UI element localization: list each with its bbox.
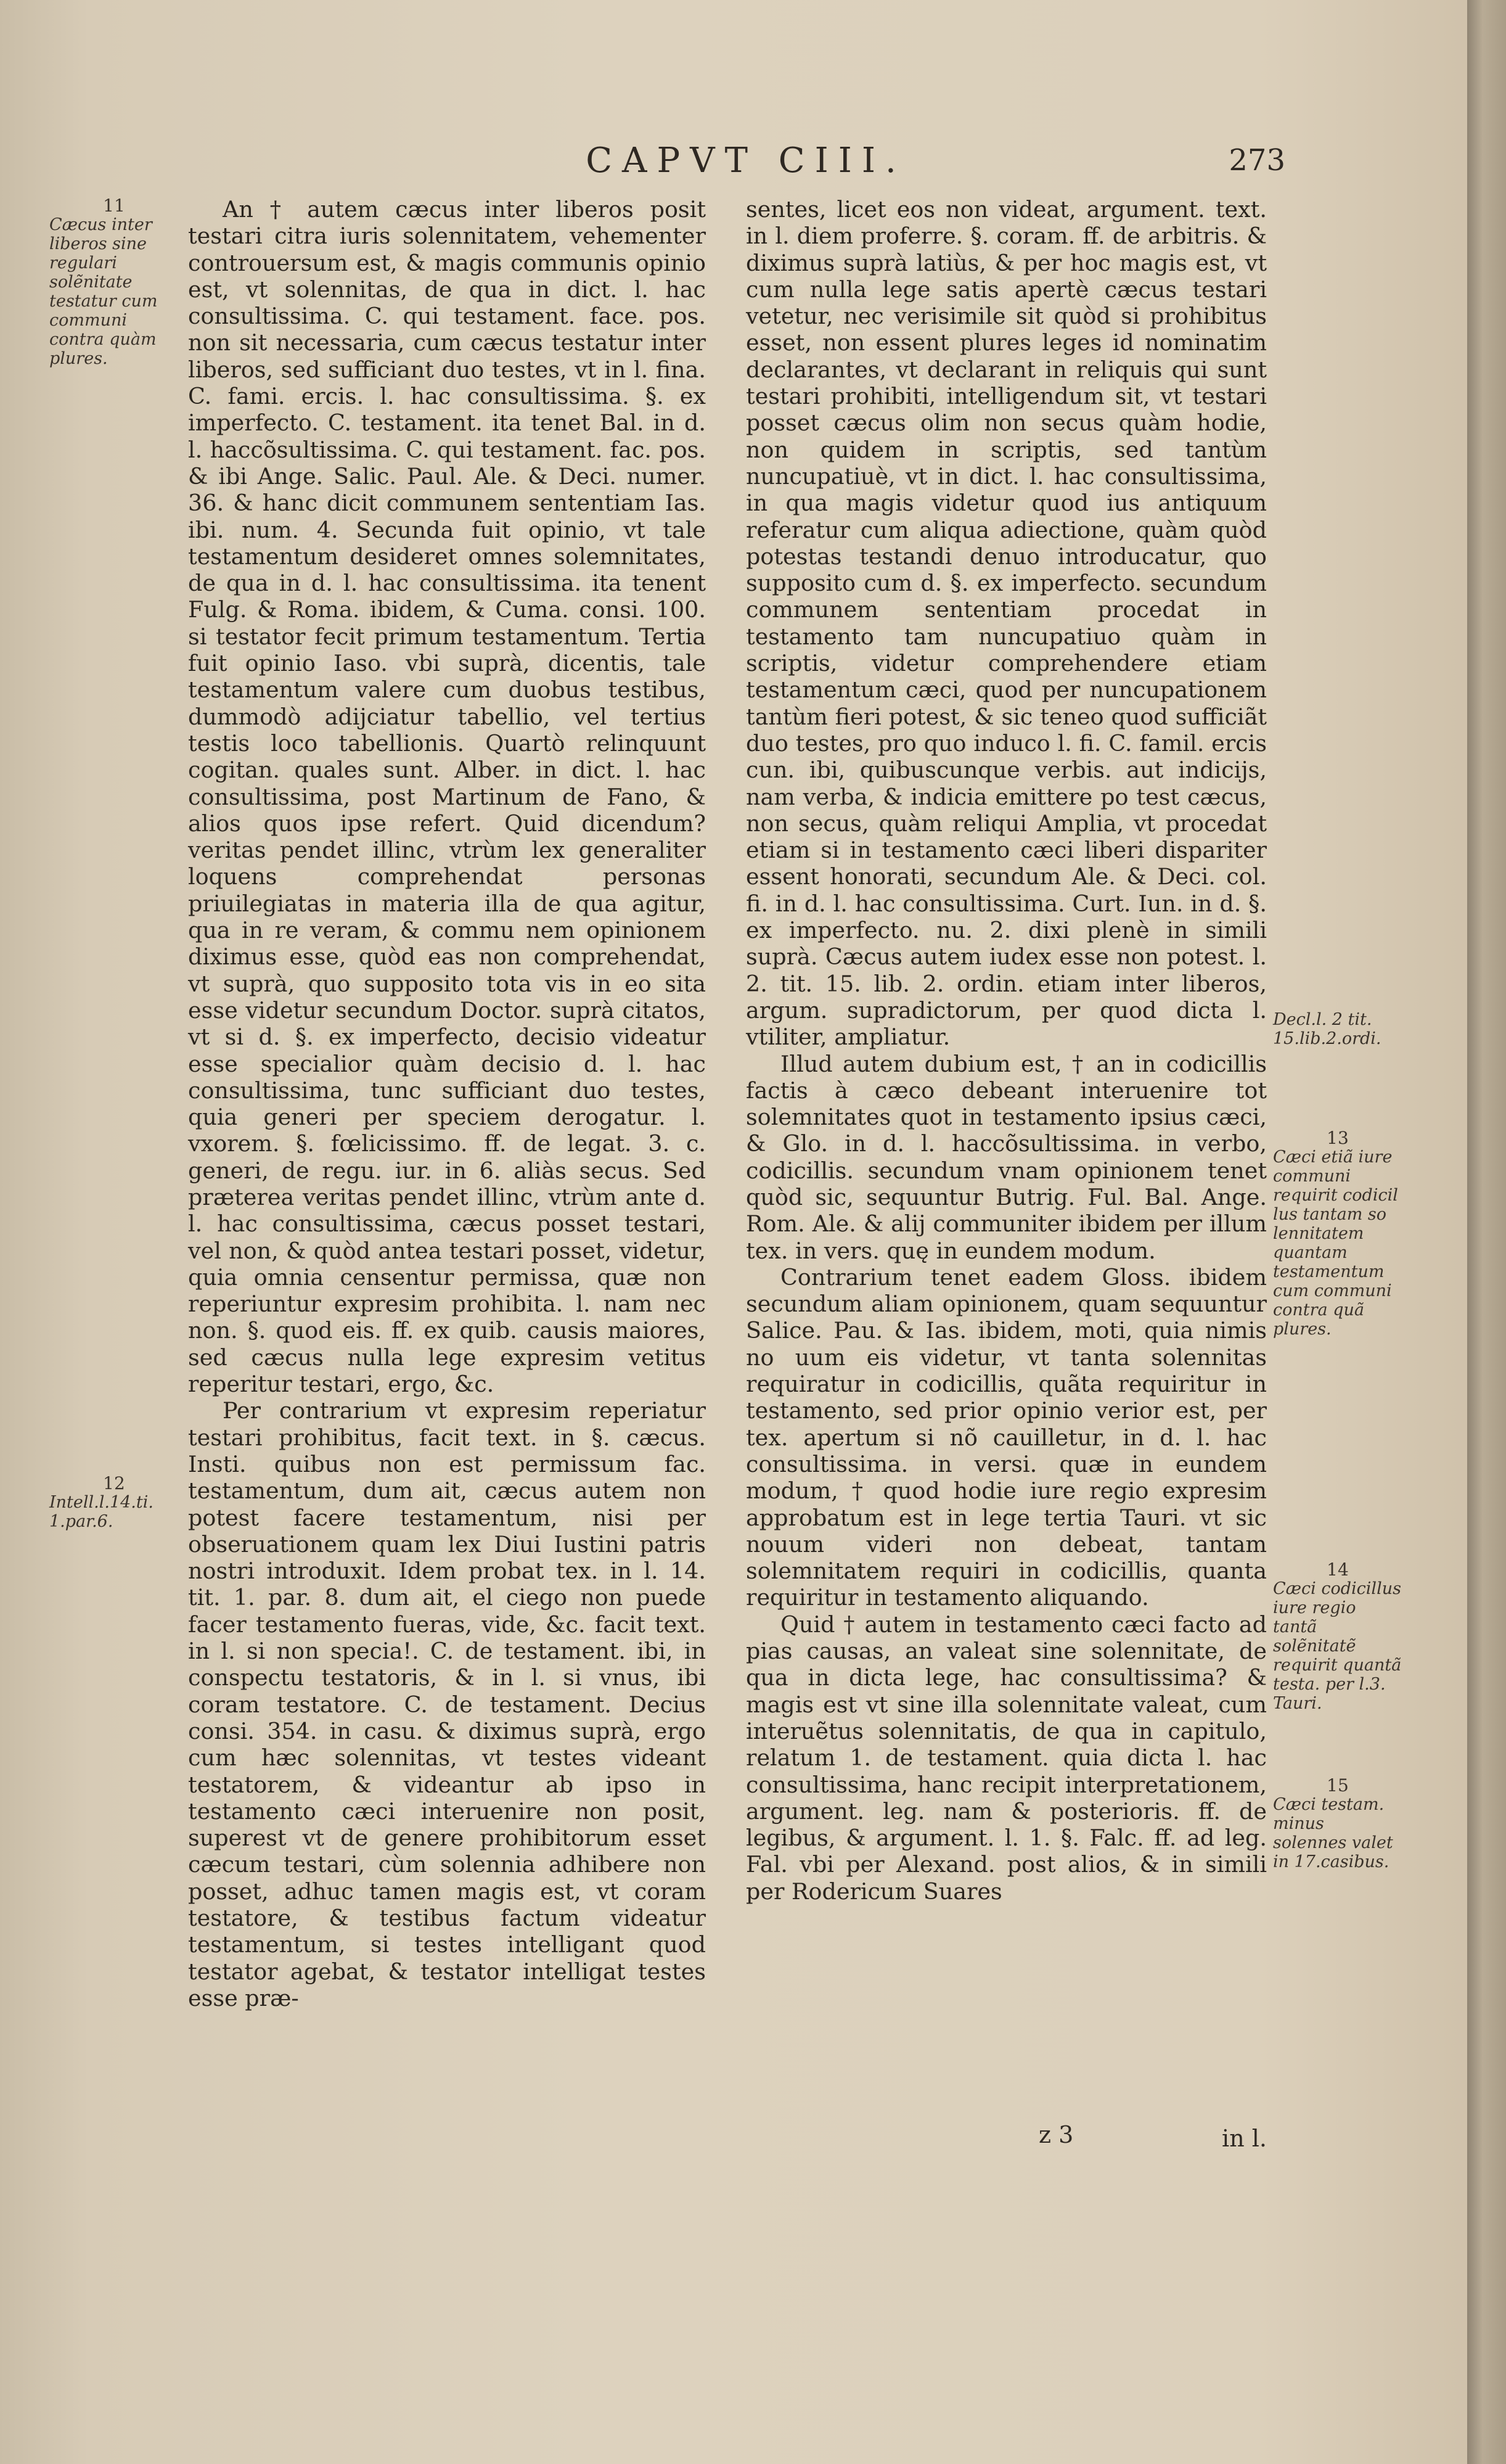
margin-note-text: Cæci codicillus iure regio tantã solẽnitatẽ requirit quantã testa. per l.3. Tauri.: [1273, 1579, 1402, 1713]
margin-note-text: Cæcus inter liberos sine regulari solẽnitate testatur cum communi contra quàm plures.: [49, 215, 158, 368]
margin-note-number: 15: [1327, 1775, 1349, 1796]
margin-note-number: 11: [103, 195, 125, 216]
margin-note-number: 14: [1327, 1559, 1349, 1580]
running-title: CAPVT CIII.: [586, 141, 906, 181]
signature-mark: z 3: [1039, 2121, 1074, 2148]
margin-note-left-1: [49, 196, 179, 368]
margin-note-right-1: [1273, 1010, 1399, 1048]
margin-note-right-3: [1273, 1560, 1402, 1713]
margin-note-text: Cæci etiã iure communi requirit codicil lus tantam so lennitatem quantam testamentum cum communi contra quã plures.: [1273, 1148, 1398, 1339]
margin-note-number: 12: [103, 1473, 125, 1493]
left-column: [188, 196, 706, 2120]
page-edge: [1467, 0, 1506, 2464]
catchword: in l.: [1222, 2125, 1267, 2152]
margin-note-right-2: [1273, 1128, 1402, 1339]
paragraph: Quid † autem in testamento cæci facto ad pias causas, an valeat sine solennitate, de qua in dicta lege, hac consultissima? & magis est vt sine illa solennitate valeat, cum interuẽtus solennitatis, de qua in capitulo, relatum 1. de testament. quia dicta l. hac consultissima, hanc recipit interpretationem, argument. leg. nam & posterioris. ff. de legibus, & argument. l. 1. §. Falc. ff. ad leg. Fal. vbi per Alexand. post alios, & in simili per Rodericum Suares: [746, 1611, 1267, 1905]
margin-note-text: Cæci testam. minus solennes valet in 17.casibus.: [1273, 1795, 1393, 1871]
paragraph: Contrarium tenet eadem Gloss. ibidem secundum aliam opinionem, quam sequuntur Salice. Pau. & Ias. ibidem, moti, quia nimis no uum eis videtur, vt tanta solennitas requiratur in codicillis, quãta requiritur in testamento, sed prior opinio verior est, per tex. apertum si nõ cauilletur, in d. l. hac consultissima. in versi. quæ in eundem modum, † quod hodie iure regio expresim approbatum est in lege tertia Tauri. vt sic nouum videri non debeat, tantam solemnitatem requiri in codicillis, quanta requiritur in testamento aliquando.: [746, 1263, 1267, 1611]
margin-note-right-4: [1273, 1776, 1402, 1871]
paragraph: An † autem cæcus inter liberos posit testari citra iuris solennitatem, vehementer controuersum est, & magis communis opinio est, vt solennitas, de qua in dict. l. hac consultissima. C. qui testament. face. pos. non sit necessaria, cum cæcus testatur inter liberos, sed sufficiant duo testes, vt in l. fina. C. fami. ercis. l. hac consultissima. §. ex imperfecto. C. testament. ita tenet Bal. in d. l. haccõsultissima. C. qui testament. fac. pos. & ibi Ange. Salic. Paul. Ale. & Deci. numer. 36. & hanc dicit communem sententiam Ias. ibi. num. 4. Secunda fuit opinio, vt tale testamentum desideret omnes solemnitates, de qua in d. l. hac consultissima. ita tenent Fulg. & Roma. ibidem, & Cuma. consi. 100. si testator fecit primum testamentum. Tertia fuit opinio Iaso. vbi suprà, dicentis, tale testamentum valere cum duobus testibus, dummodò adijciatur tabellio, vel tertius testis loco tabellionis. Quartò relinquunt cogitan. quales sunt. Alber. in dict. l. hac consultissima, post Martinum de Fano, & alios quos ipse refert. Quid dicendum? veritas pendet illinc, vtrùm lex generaliter loquens comprehendat personas priuilegiatas in materia illa de qua agitur, qua in re veram, & commu nem opinionem diximus esse, quòd eas non comprehendat, vt suprà, quo supposito tota vis in eo sita esse videtur secundum Doctor. suprà citatos, vt si d. §. ex imperfecto, decisio videatur esse specialior quàm decisio d. l. hac consultissima, tunc sufficiant duo testes, quia generi per speciem derogatur. l. vxorem. §. fœlicissimo. ff. de legat. 3. c. generi, de regu. iur. in 6. aliàs secus. Sed præterea veritas pendet illinc, vtrùm ante d. l. hac consultissima, cæcus posset testari, vel non, & quòd antea testari posset, videtur, quia omnia censentur permissa, quæ non reperiuntur expresim prohibita. l. nam nec non. §. quod eis. ff. ex quib. causis maiores, sed cæcus nulla lege expresim vetitus reperitur testari, ergo, &c.: [188, 196, 706, 1398]
margin-note-text: Decl.l. 2 tit. 15.lib.2.ordi.: [1273, 1010, 1381, 1048]
page-number: 273: [1229, 143, 1285, 178]
paragraph: Per contrarium vt expresim reperiatur testari prohibitus, facit text. in §. cæcus. Insti. quibus non est permissum fac. testamentum, dum ait, cæcus autem non potest facere testamentum, nisi per obseruationem quam lex Diui Iustini patris nostri introduxit. Idem probat tex. in l. 14. tit. 1. par. 8. dum ait, el ciego non puede facer testamento fueras, vide, &c. facit text. in l. si non specia!. C. de testament. ibi, in conspectu testatoris, & in l. si vnus, ibi coram testatore. C. de testament. Decius consi. 354. in casu. & diximus suprà, ergo cum hæc solennitas, vt testes videant testatorem, & videantur ab ipso in testamento cæci interuenire non posit, superest vt de genere prohibitorum esset cæcum testari, cùm solennia adhibere non posset, adhuc tamen magis est, vt coram testatore, & testibus factum videatur testamentum, si testes intelligant quod testator agebat, & testator intelligat testes esse præ-: [188, 1397, 706, 2011]
paragraph: sentes, licet eos non videat, argument. text. in l. diem proferre. §. coram. ff. de arbitris. & diximus suprà latiùs, & per hoc magis est, vt cum nulla lege satis apertè cæcus testari vetetur, nec verisimile sit quòd si prohibitus esset, non essent plures leges id nominatim declarantes, vt declarant in reliquis qui sunt testari prohibiti, intelligendum sit, vt testari posset cæcus olim non secus quàm hodie, non quidem in scriptis, sed tantùm nuncupatiuè, vt in dict. l. hac consultissima, in qua magis videtur quod ius antiquum referatur cum aliqua adiectione, quàm quòd potestas testandi denuo introducatur, quo supposito cum d. §. ex imperfecto. secundum communem sententiam procedat in testamento tam nuncupatiuo quàm in scriptis, videtur comprehendere etiam testamentum cæci, quod per nuncupationem tantùm fieri potest, & sic teneo quod sufficiãt duo testes, pro quo induco l. fi. C. famil. ercis cun. ibi, quibuscunque verbis. aut indicijs, nam verba, & indicia emittere po test cæcus, non secus, quàm reliqui Amplia, vt procedat etiam si in testamento cæci liberi dispariter essent honorati, secundum Ale. & Deci. col. fi. in d. l. hac consultissima. Curt. Iun. in d. §. ex imperfecto. nu. 2. dixi plenè in simili suprà. Cæcus autem iudex esse non potest. l. 2. tit. 15. lib. 2. ordin. etiam inter liberos, argum. supradictorum, per quod dicta l. vtiliter, ampliatur.: [746, 196, 1267, 1051]
margin-note-text: Intell.l.14.ti. 1.par.6.: [49, 1493, 153, 1531]
margin-note-number: 13: [1327, 1128, 1349, 1148]
right-column: [746, 196, 1267, 2138]
paragraph: Illud autem dubium est, † an in codicillis factis à cæco debeant interuenire tot solemnitates quot in testamento ipsius cæci, & Glo. in d. l. haccõsultissima. in verbo, codicillis. secundum vnam opinionem tenet quòd sic, sequuntur Butrig. Ful. Bal. Ange. Rom. Ale. & alij communiter ibidem per illum tex. in vers. quę in eundem modum.: [746, 1050, 1267, 1264]
margin-note-left-2: [49, 1474, 179, 1531]
